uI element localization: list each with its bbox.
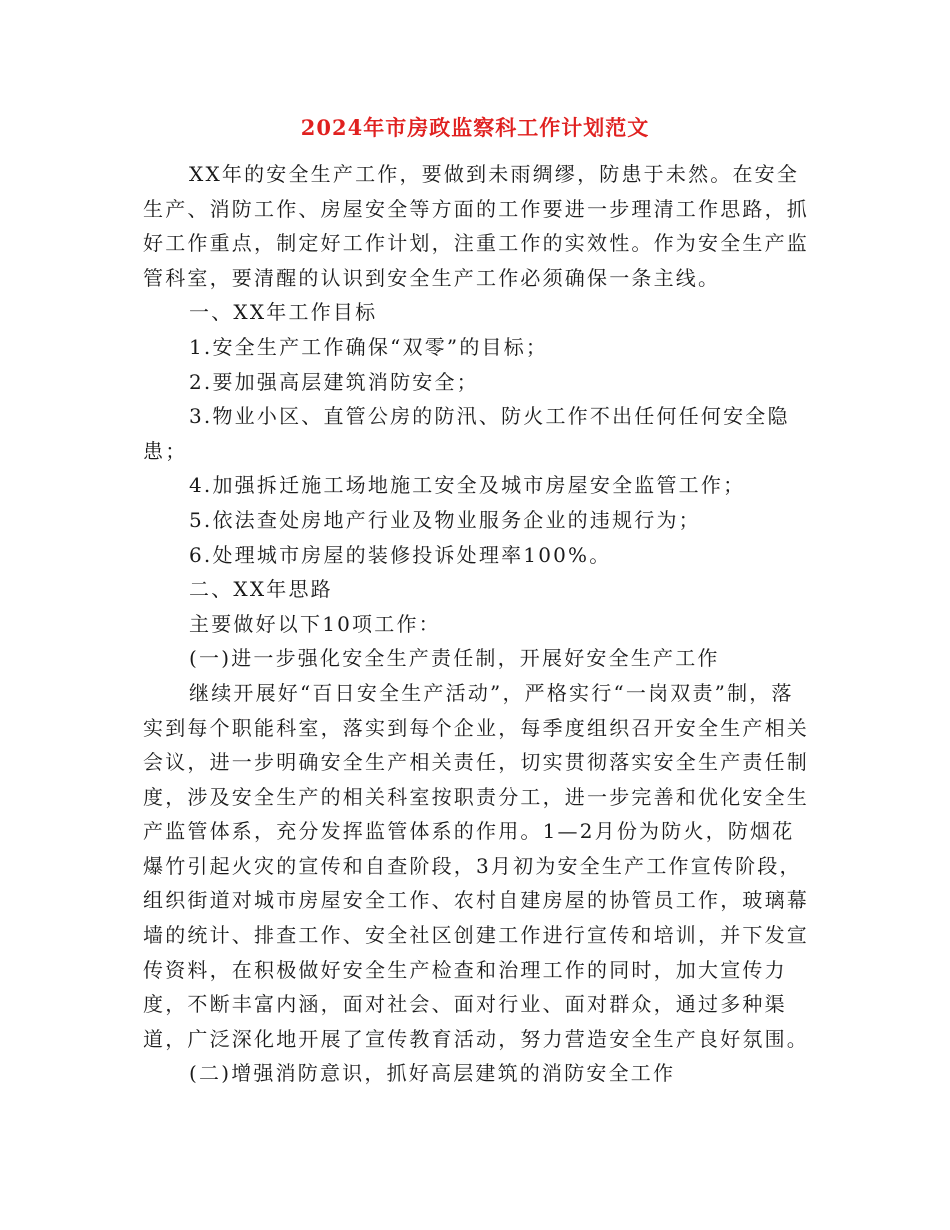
intro-paragraph: XX年的安全生产工作，要做到未雨绸缪，防患于未然。在安全生产、消防工作、房屋安全等方面的工作要进一步理清工作思路，抓好工作重点，制定好工作计划，注重工作的实效性。作为安全生产监管科室，要清醒的认识到安全生产工作必须确保一条主线。 xyxy=(143,162,809,290)
section-heading-goals: 一、XX年工作目标 xyxy=(189,300,378,325)
goal-item-5: 5.依法查处房地产行业及物业服务企业的违规行为； xyxy=(189,507,701,532)
goal-item-2: 2.要加强高层建筑消防安全； xyxy=(189,369,479,394)
document-body xyxy=(143,157,813,1091)
section-heading-approach: 二、XX年思路 xyxy=(189,577,333,602)
subsection-heading-2: (二)增强消防意识，抓好高层建筑的消防安全工作 xyxy=(189,1061,676,1086)
goal-item-3: 3.物业小区、直管公房的防汛、防火工作不出任何任何安全隐患； xyxy=(143,404,790,463)
subsection-heading-1: (一)进一步强化安全生产责任制，开展好安全生产工作 xyxy=(189,646,720,671)
goal-item-4: 4.加强拆迁施工场地施工安全及城市房屋安全监管工作； xyxy=(189,473,746,498)
subsection-1-paragraph: 继续开展好“百日安全生产活动”，严格实行“一岗双责”制，落实到每个职能科室，落实到每个企业，每季度组织召开安全生产相关会议，进一步明确安全生产相关责任，切实贯彻落实安全生产责任制度，涉及安全生产的相关科室按职责分工，进一步完善和优化安全生产监管体系，充分发挥监管体系的作用。1—2月份为防火，防烟花爆竹引起火灾的宣传和自查阶段，3月初为安全生产工作宣传阶段，组织街道对城市房屋安全工作、农村自建房屋的协管员工作，玻璃幕墙的统计、排查工作、安全社区创建工作进行宣传和培训，并下发宣传资料，在积极做好安全生产检查和治理工作的同时，加大宣传力度，不断丰富内涵，面对社会、面对行业、面对群众，通过多种渠道，广泛深化地开展了宣传教育活动，努力营造安全生产良好氛围。 xyxy=(143,680,809,1051)
goal-item-1: 1.安全生产工作确保“双零”的目标； xyxy=(189,334,549,359)
approach-intro: 主要做好以下10项工作： xyxy=(189,611,441,636)
document-title: 2024年市房政监察科工作计划范文 xyxy=(300,115,650,140)
goal-item-6: 6.处理城市房屋的装修投诉处理率100%。 xyxy=(189,542,612,567)
